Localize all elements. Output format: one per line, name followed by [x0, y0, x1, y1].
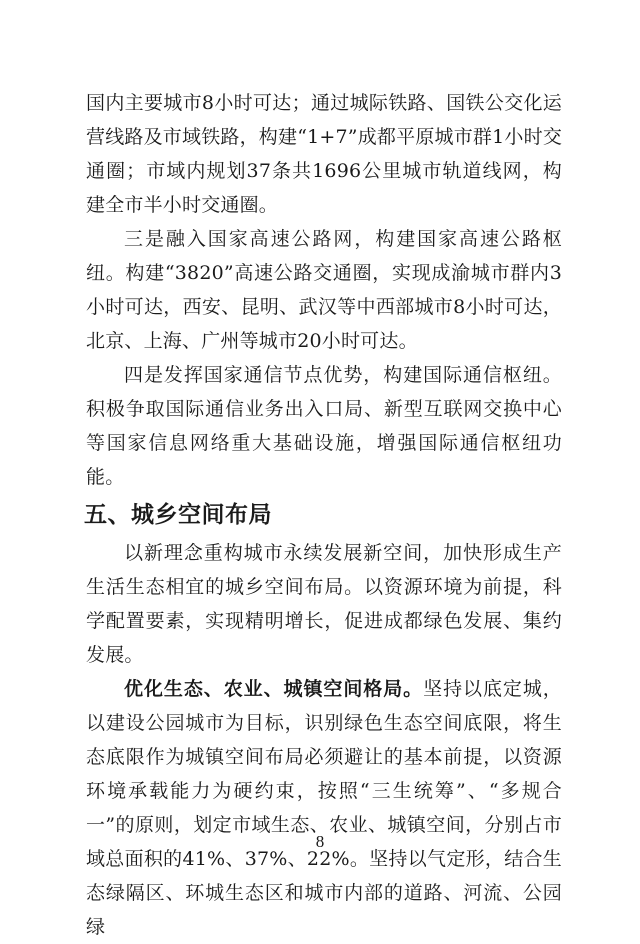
page-body [86, 86, 562, 944]
section-heading: 五、城乡空间布局 [84, 502, 272, 528]
paragraph-communication-hub: 四是发挥国家通信节点优势，构建国际通信枢纽。积极争取国际通信业务出入口局、新型互联网交换中心等国家信息网络重大基础设施，增强国际通信枢纽功能。 [86, 364, 562, 488]
paragraph-spatial-pattern [86, 672, 562, 944]
paragraph-highway-hub: 三是融入国家高速公路网，构建国家高速公路枢纽。构建“3820”高速公路交通圈，实现成渝城市群内3小时可达，西安、昆明、武汉等中西部城市8小时可达，北京、上海、广州等城市20小时可达。 [86, 228, 562, 352]
paragraph-continuation: 国内主要城市8小时可达；通过城际铁路、国铁公交化运营线路及市域铁路，构建“1+7”成都平原城市群1小时交通圈；市域内规划37条共1696公里城市轨道线网，构建全市半小时交通圈。 [86, 92, 563, 216]
page-number: 8 [315, 832, 325, 851]
paragraph-lead-bold: 优化生态、农业、城镇空间格局。 [124, 678, 424, 700]
paragraph-spatial-intro: 以新理念重构城市永续发展新空间，加快形成生产生活生态相宜的城乡空间布局。以资源环境为前提，科学配置要素，实现精明增长，促进成都绿色发展、集约发展。 [86, 542, 562, 666]
paragraph-body: 坚持以底定城，以建设公园城市为目标，识别绿色生态空间底限，将生态底限作为城镇空间布局必须避让的基本前提，以资源环境承载能力为硬约束，按照“三生统筹”、“多规合一”的原则，划定市域生态、农业、城镇空间，分别占市域总面积的41%、37%、22%。坚持以气定形，结合生态绿隔区、环城生态区和城市内部的道路、河流、公园绿 [86, 678, 562, 938]
